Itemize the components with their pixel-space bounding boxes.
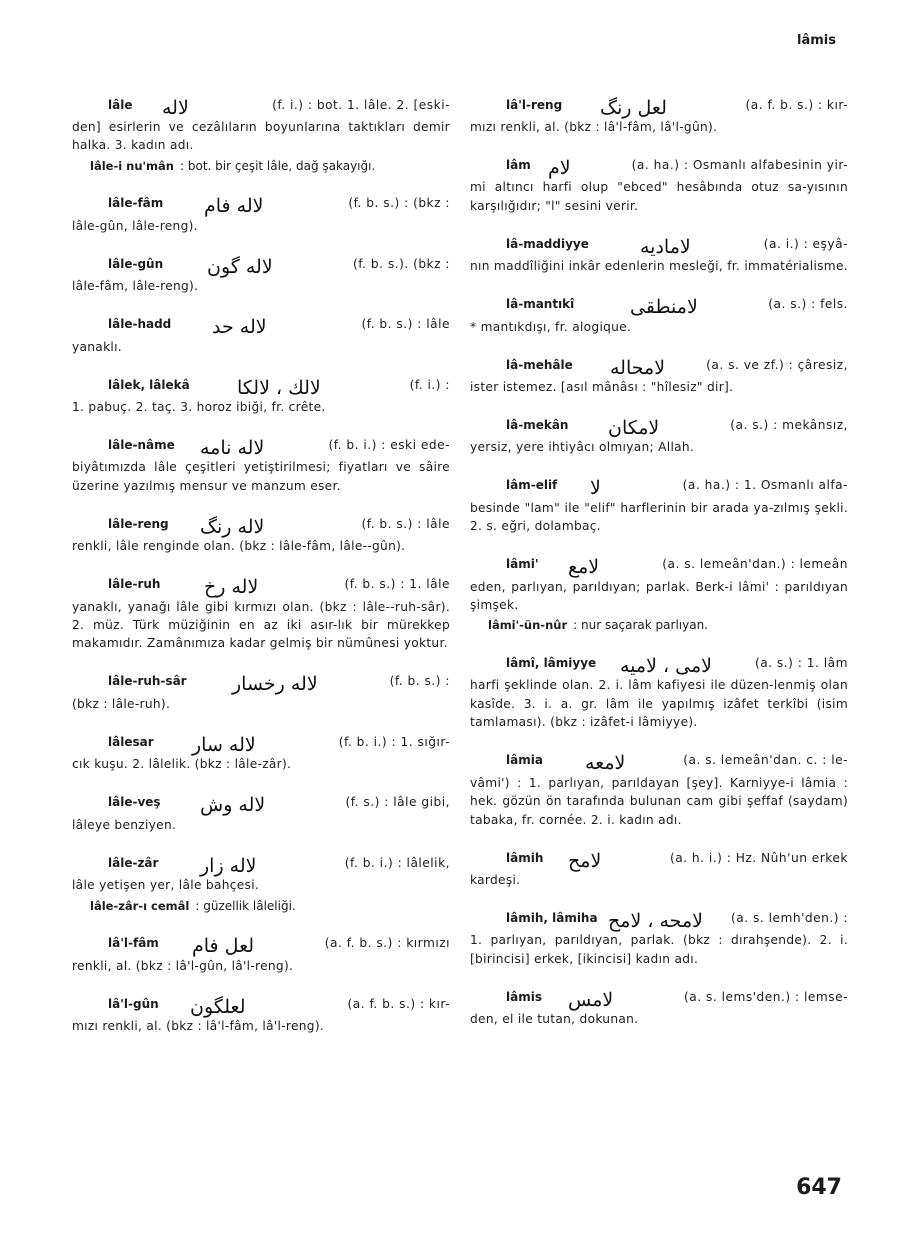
headword: lâmia: [506, 753, 543, 768]
dictionary-entry: [470, 644, 848, 731]
arabic-script: لاله رخ: [204, 576, 259, 599]
grammar-info: (a. s. lemh'den.) :: [731, 910, 848, 925]
arabic-script: لامكان: [608, 417, 660, 440]
definition: * mantıkdışı, fr. alogique.: [470, 319, 632, 334]
grammar-info: (f. b. s.) : 1. lâle: [344, 577, 450, 592]
headword: lâmis: [506, 989, 542, 1004]
entry-first-line: [72, 185, 450, 217]
arabic-script: لامحه ، لامح: [608, 909, 703, 932]
headword: lâ'l-reng: [506, 97, 563, 112]
grammar-info: (a. f. b. s.) : kırmızı: [324, 936, 450, 951]
entry-first-line: [470, 839, 848, 871]
arabic-script: لاله رخسار: [232, 673, 318, 696]
definition: cık kuşu. 2. lâlelik. (bkz : lâle-zâr).: [72, 757, 292, 772]
grammar-info: (f. b. s.). (bkz :: [352, 256, 450, 271]
headword: lâmî, lâmiyye: [506, 656, 597, 671]
arabic-script: لا: [590, 477, 601, 500]
dictionary-entry: [72, 784, 450, 834]
headword: lâle-fâm: [108, 196, 164, 211]
entry-first-line: [470, 406, 848, 438]
dictionary-entry: [470, 286, 848, 336]
headword: lâm-elif: [506, 478, 558, 493]
dictionary-entry: [72, 86, 450, 175]
grammar-info: (f. s.) : lâle gibi,: [345, 795, 450, 810]
entry-first-line: [470, 546, 848, 578]
headword: lâ-mantıkî: [506, 297, 575, 312]
definition: lâle yetişen yer, lâle bahçesi.: [72, 878, 260, 893]
grammar-info: (a. ha.) : Osmanlı alfabesinin yir-: [631, 158, 848, 172]
grammar-info: (a. s.) : 1. lâm: [754, 656, 848, 671]
dictionary-entry: [470, 346, 848, 396]
entry-first-line: [72, 306, 450, 338]
arabic-script: لامحاله: [610, 356, 666, 379]
arabic-script: لعل رنگ: [600, 96, 667, 119]
definition: den, el ile tutan, dokunan.: [470, 1012, 639, 1027]
headword: lâle-ruh: [108, 577, 161, 592]
entry-first-line: [470, 286, 848, 318]
headword: lâle-gûn: [108, 256, 164, 271]
page-number: 647: [796, 1175, 842, 1200]
entry-first-line: [72, 985, 450, 1017]
dictionary-entry: [72, 663, 450, 713]
dictionary-entry: [470, 546, 848, 635]
arabic-script: لاله زار: [200, 854, 257, 877]
dictionary-entry: [72, 366, 450, 416]
definition: kardeşi.: [470, 872, 521, 887]
definition: renkli, lâle renginde olan. (bkz : lâle-fâm, lâle--gûn).: [72, 539, 406, 554]
sub-definition: : bot. bir çeşit lâle, dağ şakayığı.: [180, 158, 376, 173]
grammar-info: (f. b. s.) :: [389, 674, 450, 689]
arabic-script: لعلگون: [190, 995, 246, 1018]
sub-entry: [470, 616, 848, 634]
definition: yersiz, yere ihtiyâcı olmıyan; Allah.: [470, 440, 695, 455]
arabic-script: لعل فام: [192, 935, 255, 958]
arabic-script: لامعه: [585, 752, 626, 775]
grammar-info: (f. i.) : bot. 1. lâle. 2. [eski-: [272, 97, 450, 112]
headword: lâ'l-gûn: [108, 996, 159, 1011]
arabic-script: لاله سار: [192, 733, 256, 756]
right-column: [470, 86, 848, 1039]
entry-first-line: [470, 225, 848, 257]
entry-first-line: [72, 245, 450, 277]
arabic-script: لاله حد: [212, 316, 267, 339]
definition: biyâtımızda lâle çeşitleri yetiştirilmesi; fiyatları ve sâire üzerine yazılmış mensur ve manzum eser.: [72, 460, 450, 493]
entry-first-line: [72, 366, 450, 398]
headword: lâmih, lâmiha: [506, 910, 598, 925]
dictionary-entry: [470, 146, 848, 215]
grammar-info: (a. f. b. s.) : kır-: [347, 996, 450, 1011]
headword: lâmih: [506, 850, 544, 865]
headword: lâle-hadd: [108, 317, 172, 332]
grammar-info: (f. b. i.) : eski ede-: [328, 438, 450, 453]
grammar-info: (f. b. s.) : lâle: [361, 317, 450, 332]
headword: lâ-maddiyye: [506, 236, 589, 251]
definition: ister istemez. [asıl mânâsı : "hîlesiz" dir].: [470, 380, 734, 395]
definition: (bkz : lâle-ruh).: [72, 696, 171, 711]
grammar-info: (f. b. i.) : lâlelik,: [344, 855, 450, 870]
entry-first-line: [72, 723, 450, 755]
dictionary-entry: [470, 467, 848, 536]
grammar-info: (a. h. i.) : Hz. Nûh'un erkek: [669, 850, 848, 865]
definition: lâle-gûn, lâle-reng).: [72, 218, 198, 233]
definition: nın maddîliğini inkâr edenlerin mesleği, fr. immatérialisme.: [470, 259, 848, 274]
definition: mi altıncı harfi olup "ebced" hesâbında otuz sa-yısının karşılığıdır; "l" sesini verir.: [470, 180, 848, 213]
headword: lâlesar: [108, 734, 154, 749]
arabic-script: لاله: [162, 96, 189, 119]
dictionary-entry: [72, 426, 450, 495]
entry-first-line: [470, 644, 848, 676]
definition: mızı renkli, al. (bkz : lâ'l-fâm, lâ'l-reng).: [72, 1018, 325, 1033]
definition: harfi şeklinde olan. 2. i. lâm kafiyesi ile düzen-lenmiş olan kasîde. 3. i. a. gr. lâm ile yapılmış izâfet terkîbi (isim tamlaması). (bkz : izâfet-i lâmiyye).: [470, 678, 848, 730]
entry-first-line: [72, 86, 450, 118]
arabic-script: لاله نامه: [200, 437, 265, 460]
dictionary-entry: [72, 985, 450, 1035]
headword: lâle-veş: [108, 795, 161, 810]
definition: renkli, al. (bkz : lâ'l-gûn, lâ'l-reng).: [72, 958, 294, 973]
arabic-script: لامادیه: [640, 235, 691, 258]
arabic-script: لامع: [568, 556, 600, 579]
dictionary-entry: [72, 505, 450, 555]
grammar-info: (f. b. s.) : (bkz :: [348, 196, 450, 211]
entry-first-line: [470, 467, 848, 499]
headword: lâmi': [506, 557, 539, 572]
grammar-info: (a. s. lems'den.) : lemse-: [684, 989, 848, 1004]
sub-entry: [72, 157, 450, 175]
running-header: lâmis: [797, 33, 836, 48]
grammar-info: (a. i.) : eşyâ-: [763, 236, 848, 251]
sub-definition: : güzellik lâleliği.: [195, 898, 296, 913]
definition: yanaklı.: [72, 339, 122, 354]
grammar-info: (a. s. ve zf.) : çâresiz,: [706, 357, 848, 372]
definition: besinde "lam" ile "elif" harflerinin bir arada ya-zılmış şekli. 2. s. eğri, dolambaç.: [470, 500, 848, 534]
grammar-info: (f. i.) :: [409, 377, 450, 392]
entry-first-line: [72, 505, 450, 537]
arabic-script: لامی ، لامیه: [620, 655, 712, 678]
grammar-info: (f. b. i.) : 1. sığır-: [338, 734, 450, 749]
dictionary-entry: [470, 978, 848, 1028]
definition: lâleye benziyen.: [72, 817, 177, 832]
headword: lâm: [506, 158, 531, 172]
sub-headword: lâle-zâr-ı cemâl: [90, 898, 190, 913]
grammar-info: (a. s.) : fels.: [768, 297, 848, 312]
arabic-script: لاله گون: [207, 255, 273, 278]
dictionary-entry: [72, 306, 450, 356]
headword: lâle: [108, 97, 133, 112]
entry-first-line: [72, 663, 450, 695]
dictionary-entry: [470, 86, 848, 136]
entry-first-line: [72, 784, 450, 816]
arabic-script: لامس: [568, 988, 614, 1011]
dictionary-entry: [470, 839, 848, 889]
grammar-info: (a. s.) : mekânsız,: [730, 418, 848, 433]
entry-first-line: [72, 426, 450, 458]
grammar-info: (a. f. b. s.) : kır-: [745, 97, 848, 112]
headword: lâle-ruh-sâr: [108, 674, 187, 689]
entry-first-line: [72, 925, 450, 957]
dictionary-entry: [72, 245, 450, 295]
arabic-script: لالك ، لالكا: [237, 376, 321, 399]
dictionary-entry: [72, 844, 450, 914]
sub-definition: : nur saçarak parlıyan.: [573, 618, 708, 633]
arabic-script: لاله فام: [204, 195, 264, 218]
entry-first-line: [72, 844, 450, 876]
entry-first-line: [72, 566, 450, 598]
sub-entry: [72, 897, 450, 915]
definition: eden, parlıyan, parıldıyan; parlak. Berk-i lâmi' : parıldıyan şimşek.: [470, 579, 848, 613]
headword: lâlek, lâlekâ: [108, 377, 190, 392]
sub-headword: lâle-i nu'mân: [90, 158, 174, 173]
headword: lâ'l-fâm: [108, 936, 159, 951]
arabic-script: لامح: [568, 849, 602, 872]
dictionary-entry: [72, 185, 450, 235]
dictionary-entry: [72, 566, 450, 653]
definition: 1. pabuç. 2. taç. 3. horoz ibiği, fr. crête.: [72, 400, 326, 415]
dictionary-entry: [72, 723, 450, 773]
entry-first-line: [470, 899, 848, 931]
entry-first-line: [470, 86, 848, 118]
entry-first-line: [470, 978, 848, 1010]
entry-first-line: [470, 346, 848, 378]
definition: 1. parlıyan, parıldıyan, parlak. (bkz : dırahşende). 2. i. [birincisi] erkek, [ikincisi] kadın adı.: [470, 933, 848, 966]
definition: lâle-fâm, lâle-reng).: [72, 279, 199, 294]
arabic-script: لاله رنگ: [200, 515, 265, 538]
definition: vâmi') : 1. parlıyan, parıldayan [şey]. Karniyye-i lâmia : hek. gözün ön tarafında bulunan cam gibi şeffaf (saydam) tabaka, fr. cornée. 2. i. kadın adı.: [470, 775, 848, 827]
grammar-info: (f. b. s.) : lâle: [361, 516, 450, 531]
arabic-script: لام: [548, 157, 571, 179]
entry-first-line: [470, 742, 848, 774]
dictionary-entry: [470, 899, 848, 968]
grammar-info: (a. s. lemeân'dan. c. : le-: [683, 753, 848, 768]
dictionary-entry: [470, 742, 848, 829]
headword: lâle-nâme: [108, 438, 175, 453]
grammar-info: (a. s. lemeân'dan.) : lemeân: [662, 557, 848, 572]
dictionary-entry: [72, 925, 450, 975]
sub-headword: lâmi'-ün-nûr: [488, 618, 568, 633]
definition: yanaklı, yanağı lâle gibi kırmızı olan. (bkz : lâle--ruh-sâr). 2. müz. Türk müziğinin en az iki asır-lık bir mürekkep makamıdır. Zamânımıza kadar gelmiş bir nümûnesi yoktur.: [72, 599, 450, 651]
left-column: [72, 86, 450, 1045]
headword: lâ-mehâle: [506, 357, 573, 372]
dictionary-entry: [470, 225, 848, 275]
arabic-script: لاله وش: [200, 794, 266, 817]
definition: den] esirlerin ve cezâlıların boyunlarına taktıkları demir halka. 3. kadın adı.: [72, 120, 450, 153]
entry-first-line: [470, 146, 848, 178]
dictionary-entry: [470, 406, 848, 456]
headword: lâ-mekân: [506, 418, 569, 433]
grammar-info: (a. ha.) : 1. Osmanlı alfa-: [682, 478, 848, 493]
arabic-script: لامنطقی: [630, 296, 698, 319]
headword: lâle-reng: [108, 516, 169, 531]
headword: lâle-zâr: [108, 855, 159, 870]
definition: mızı renkli, al. (bkz : lâ'l-fâm, lâ'l-gûn).: [470, 120, 718, 134]
